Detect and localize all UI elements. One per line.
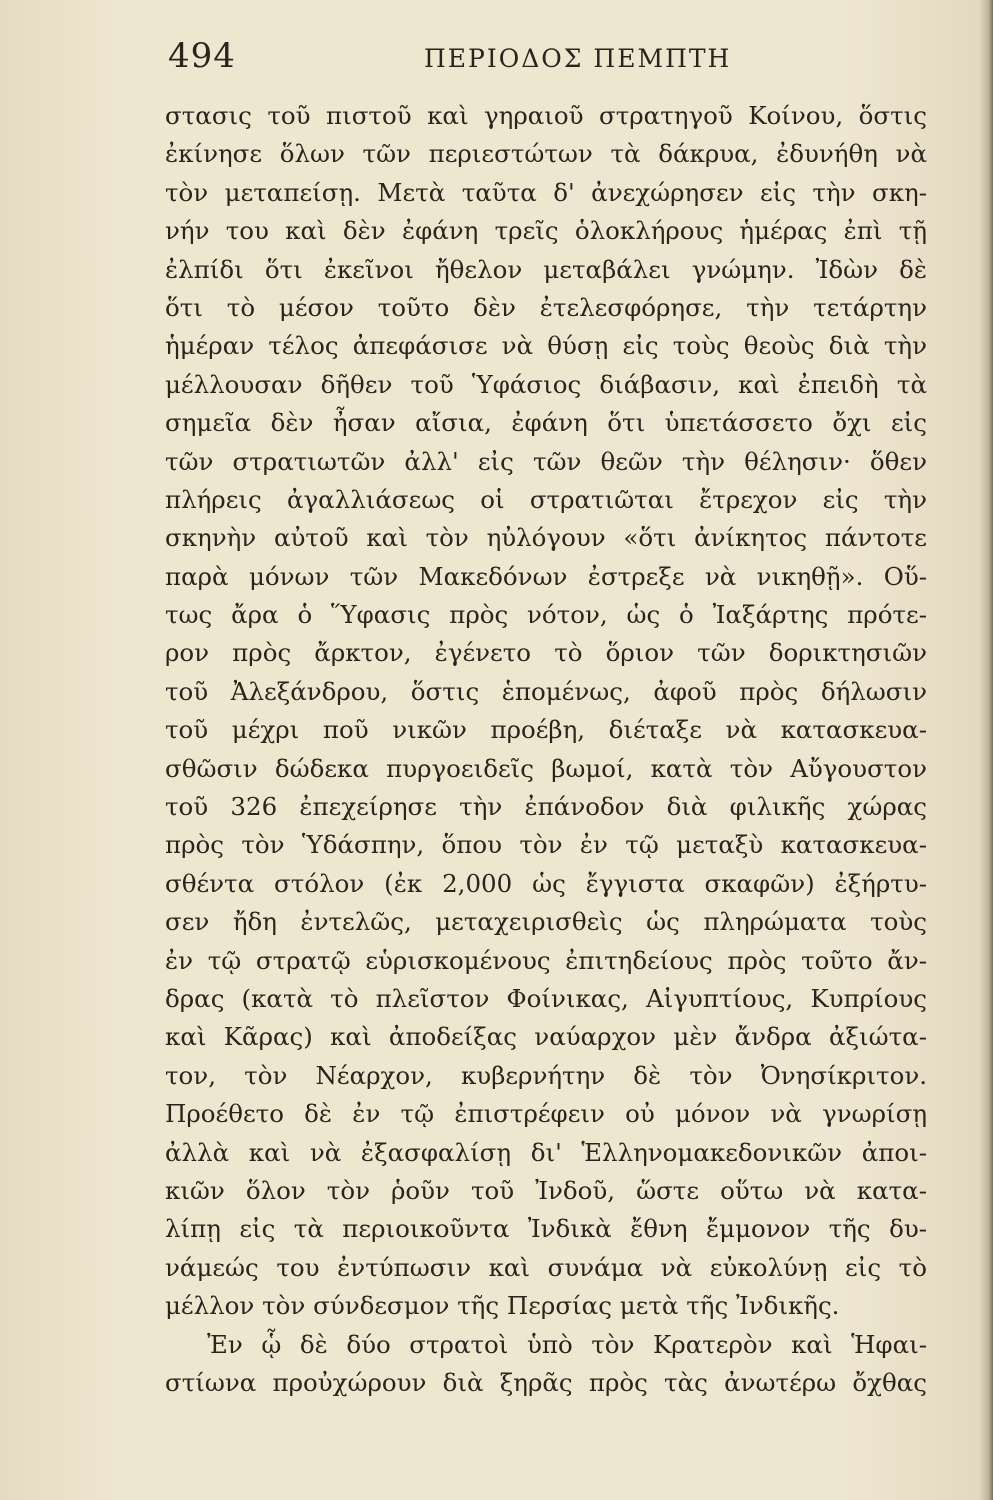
text-line: τοῦ 326 ἐπεχείρησε τὴν ἐπάνοδον διὰ φιλικῆς χώρας bbox=[165, 792, 927, 822]
text-line: ἡμέραν τέλος ἀπεφάσισε νὰ θύσῃ εἰς τοὺς θεοὺς διὰ τὴν bbox=[165, 331, 927, 361]
text-line: σθῶσιν δώδεκα πυργοειδεῖς βωμοί, κατὰ τὸν Αὔγουστον bbox=[165, 753, 927, 783]
text-line: τως ἄρα ὁ Ὕφασις πρὸς νότον, ὡς ὁ Ἰαξάρτης πρότε- bbox=[165, 600, 927, 630]
text-line: δρας (κατὰ τὸ πλεῖστον Φοίνικας, Αἰγυπτίους, Κυπρίους bbox=[165, 983, 927, 1013]
text-line: πλήρεις ἀγαλλιάσεως οἱ στρατιῶται ἔτρεχον εἰς τὴν bbox=[165, 484, 927, 514]
text-line: ἀλλὰ καὶ νὰ ἐξασφαλίσῃ δι' Ἑλληνομακεδονικῶν ἀποι- bbox=[165, 1137, 927, 1167]
text-line: λίπῃ εἰς τὰ περιοικοῦντα Ἰνδικὰ ἔθνη ἔμμονον τῆς δυ- bbox=[165, 1214, 927, 1244]
text-line: τον, τὸν Νέαρχον, κυβερνήτην δὲ τὸν Ὀνησίκριτον. bbox=[165, 1060, 927, 1090]
text-line: κιῶν ὅλον τὸν ῥοῦν τοῦ Ἰνδοῦ, ὥστε οὕτω νὰ κατα- bbox=[165, 1175, 927, 1205]
text-line: ὅτι τὸ μέσον τοῦτο δὲν ἐτελεσφόρησε, τὴν τετάρτην bbox=[165, 292, 927, 322]
text-line: ἐκίνησε ὅλων τῶν περιεστώτων τὰ δάκρυα, ἐδυνήθη νὰ bbox=[165, 139, 927, 169]
text-line: μέλλουσαν δῆθεν τοῦ Ὑφάσιος διάβασιν, καὶ ἐπειδὴ τὰ bbox=[165, 369, 927, 399]
text-line: στίωνα προὐχώρουν διὰ ξηρᾶς πρὸς τὰς ἀνωτέρω ὄχθας bbox=[165, 1367, 927, 1397]
text-line: μέλλον τὸν σύνδεσμον τῆς Περσίας μετὰ τῆς Ἰνδικῆς. bbox=[165, 1291, 840, 1321]
text-line: ἐν τῷ στρατῷ εὑρισκομένους ἐπιτηδείους πρὸς τοῦτο ἄν- bbox=[165, 945, 927, 975]
text-line: καὶ Κᾶρας) καὶ ἀποδείξας ναύαρχον μὲν ἄνδρα ἀξιώτα- bbox=[165, 1022, 927, 1052]
text-line: ἐλπίδι ὅτι ἐκεῖνοι ἤθελον μεταβάλει γνώμην. Ἰδὼν δὲ bbox=[165, 254, 927, 284]
text-line: σημεῖα δὲν ἦσαν αἴσια, ἐφάνη ὅτι ὑπετάσσετο ὄχι εἰς bbox=[165, 408, 927, 438]
text-line: πρὸς τὸν Ὑδάσπην, ὅπου τὸν ἐν τῷ μεταξὺ κατασκευα- bbox=[165, 830, 927, 860]
text-line: παρὰ μόνων τῶν Μακεδόνων ἐστρεξε νὰ νικηθῇ». Οὕ- bbox=[165, 561, 927, 591]
text-line: Προέθετο δὲ ἐν τῷ ἐπιστρέφειν οὐ μόνον νὰ γνωρίσῃ bbox=[165, 1099, 927, 1129]
text-line: σθέντα στόλον (ἐκ 2,000 ὡς ἔγγιστα σκαφῶν) ἐξήρτυ- bbox=[165, 868, 927, 898]
page-number: 494 bbox=[168, 36, 236, 76]
running-title: ΠΕΡΙΟΔΟΣ ΠΕΜΠΤΗ bbox=[424, 44, 732, 73]
text-line: νήν του καὶ δὲν ἐφάνη τρεῖς ὁλοκλήρους ἡμέρας ἐπὶ τῇ bbox=[165, 216, 927, 246]
text-line: τῶν στρατιωτῶν ἀλλ' εἰς τῶν θεῶν τὴν θέλησιν· ὅθεν bbox=[165, 446, 927, 476]
text-line: τοῦ Ἀλεξάνδρου, ὅστις ἑπομένως, ἀφοῦ πρὸς δήλωσιν bbox=[165, 676, 927, 706]
text-line: νάμεώς του ἐντύπωσιν καὶ συνάμα νὰ εὐκολύνῃ εἰς τὸ bbox=[165, 1252, 927, 1282]
page-edge-shadow bbox=[979, 0, 993, 1500]
text-line: ρον πρὸς ἄρκτον, ἐγένετο τὸ ὅριον τῶν δορικτησιῶν bbox=[165, 638, 927, 668]
text-line: σκηνὴν αὐτοῦ καὶ τὸν ηὐλόγουν «ὅτι ἀνίκητος πάντοτε bbox=[165, 523, 927, 553]
text-line: στασις τοῦ πιστοῦ καὶ γηραιοῦ στρατηγοῦ Κοίνου, ὅστις bbox=[165, 101, 927, 130]
body-text bbox=[165, 97, 927, 1402]
text-line: τὸν μεταπείσῃ. Μετὰ ταῦτα δ' ἀνεχώρησεν εἰς τὴν σκη- bbox=[165, 177, 927, 207]
text-line: Ἐν ᾧ δὲ δύο στρατοὶ ὑπὸ τὸν Κρατερὸν καὶ Ἡφαι- bbox=[207, 1329, 927, 1359]
text-line: τοῦ μέχρι ποῦ νικῶν προέβη, διέταξε νὰ κατασκευα- bbox=[165, 715, 927, 745]
text-line: σεν ἤδη ἐντελῶς, μεταχειρισθεὶς ὡς πληρώματα τοὺς bbox=[165, 907, 927, 937]
page-header bbox=[168, 36, 928, 86]
